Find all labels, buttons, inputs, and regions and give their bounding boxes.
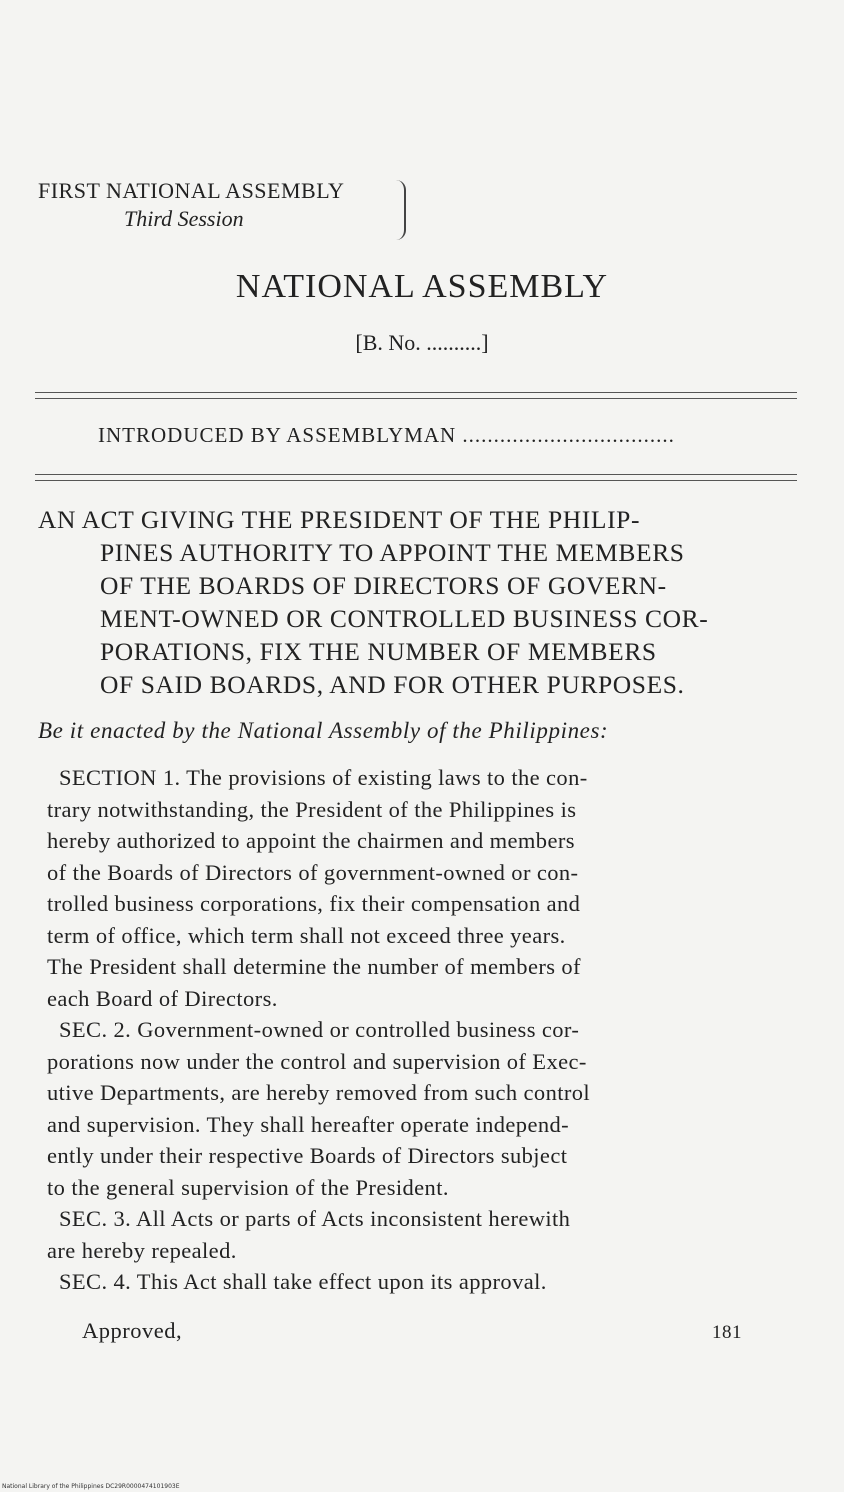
act-body — [47, 762, 817, 1298]
act-title — [38, 503, 808, 701]
body-line: and supervision. They shall hereafter operate independ- — [47, 1111, 570, 1137]
divider-rule-1a — [35, 392, 797, 393]
body-line: SECTION 1. The provisions of existing laws to the con- — [59, 765, 588, 790]
library-footer: National Library of the Philippines DC29R0000474101903E — [2, 1483, 180, 1490]
divider-rule-1b — [35, 398, 797, 399]
bill-number: [B. No. ..........] — [355, 330, 489, 355]
session-line: Third Session — [124, 206, 244, 231]
body-line: each Board of Directors. — [47, 985, 278, 1011]
body-line: porations now under the control and supervision of Exec- — [47, 1048, 587, 1074]
body-line: SEC. 2. Government-owned or controlled business cor- — [59, 1017, 580, 1042]
approval-row — [82, 1318, 742, 1344]
page-title: NATIONAL ASSEMBLY — [235, 268, 609, 305]
divider-rule-2a — [35, 474, 797, 475]
act-title-line: MENT-OWNED OR CONTROLLED BUSINESS COR- — [100, 604, 709, 633]
page-number: 181 — [712, 1322, 742, 1343]
body-line: SEC. 3. All Acts or parts of Acts inconsistent herewith — [59, 1206, 571, 1231]
body-line: hereby authorized to appoint the chairmen and members — [47, 828, 575, 853]
introduced-by: INTRODUCED BY ASSEMBLYMAN .................................. — [98, 423, 675, 447]
act-title-line: AN ACT GIVING THE PRESIDENT OF THE PHILIP- — [38, 505, 641, 534]
body-line: ently under their respective Boards of Directors subject — [47, 1143, 568, 1168]
body-line: term of office, which term shall not exceed three years. — [47, 922, 566, 948]
body-line: of the Boards of Directors of government-owned or con- — [47, 859, 579, 885]
brace-mark — [390, 180, 406, 240]
assembly-line: FIRST NATIONAL ASSEMBLY — [38, 178, 345, 203]
act-title-line: PINES AUTHORITY TO APPOINT THE MEMBERS — [100, 538, 685, 567]
body-line: SEC. 4. This Act shall take effect upon its approval. — [59, 1269, 547, 1294]
body-line: are hereby repealed. — [47, 1237, 237, 1263]
body-line: trolled business corporations, fix their compensation and — [47, 891, 581, 916]
body-line: to the general supervision of the President. — [47, 1174, 449, 1200]
enacting-clause: Be it enacted by the National Assembly of the Philippines: — [38, 718, 609, 743]
act-title-line: OF THE BOARDS OF DIRECTORS OF GOVERN- — [100, 571, 667, 600]
approved-label: Approved, — [82, 1318, 183, 1343]
divider-rule-2b — [35, 480, 797, 481]
act-title-line: PORATIONS, FIX THE NUMBER OF MEMBERS — [100, 637, 657, 666]
body-line: utive Departments, are hereby removed from such control — [47, 1080, 591, 1105]
body-line: trary notwithstanding, the President of the Philippines is — [47, 796, 577, 822]
act-title-line: OF SAID BOARDS, AND FOR OTHER PURPOSES. — [100, 670, 685, 699]
assembly-header — [38, 178, 438, 232]
body-line: The President shall determine the number of members of — [47, 954, 581, 979]
